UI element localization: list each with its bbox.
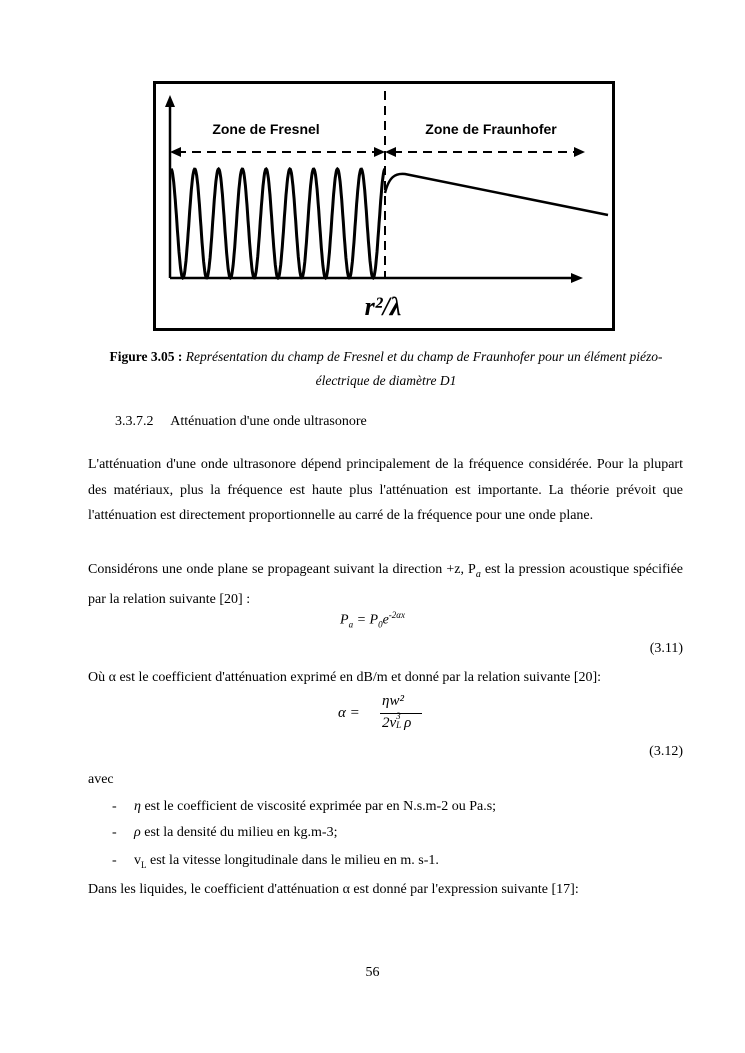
eq2-den-sub: L: [396, 720, 402, 730]
eq2-lhs: α =: [338, 705, 360, 721]
list-item: [112, 825, 337, 841]
section-heading: [115, 414, 367, 430]
list-symbol-sub: L: [141, 859, 147, 870]
caption-text: Représentation du champ de Fresnel et du champ de Fraunhofer pour un élément piézo-électrique de diamètre D1: [185, 349, 663, 388]
figure-graphic: [153, 81, 615, 331]
avec-label: avec: [88, 772, 114, 787]
list-text: est la densité du milieu en kg.m-3;: [140, 825, 338, 840]
eq1-base: e: [382, 612, 389, 628]
eq2-den-sup: 3: [396, 711, 401, 721]
list-symbol: v: [134, 853, 141, 868]
page-number: 56: [365, 965, 380, 980]
paragraph-3: Où α est le coefficient d'atténuation exprimé en dB/m et donné par la relation suivante [20]:: [88, 670, 602, 685]
fresnel-label: Zone de Fresnel: [212, 121, 320, 137]
equation-3-11: [340, 610, 405, 629]
eq2-fraction-bar: [380, 713, 422, 714]
paragraph-2-subscript: a: [475, 568, 481, 580]
fraunhofer-label: Zone de Fraunhofer: [425, 121, 557, 137]
axis-label: r²/λ: [364, 292, 402, 321]
eq2-den-b: ρ: [404, 715, 412, 731]
eq1-mid-sub: 0: [378, 619, 383, 630]
figure-caption: [88, 345, 684, 393]
list-dash: -: [112, 799, 117, 814]
eq2-denominator: [382, 711, 412, 732]
equation-number-3-12: (3.12): [649, 744, 683, 759]
list-dash: -: [112, 853, 117, 868]
section-title: Atténuation d'une onde ultrasonore: [170, 414, 367, 429]
caption-label: Figure 3.05 :: [109, 349, 183, 364]
list-text: est le coefficient de viscosité exprimée par en N.s.m-2 ou Pa.s;: [140, 799, 497, 814]
list-item: [112, 853, 439, 870]
section-number: 3.3.7.2: [115, 414, 154, 429]
eq1-lhs: P: [340, 612, 349, 628]
equation-number-3-11: (3.11): [649, 641, 683, 656]
list-symbol: η: [134, 799, 141, 814]
eq2-numerator: ηw²: [382, 693, 404, 709]
paragraph-2-part-b: est la pression acoustique spécifiée par la relation suivante [20] :: [88, 562, 683, 608]
eq1-mid: = P: [353, 612, 379, 628]
eq1-lhs-sub: a: [348, 619, 354, 630]
list-text: est la vitesse longitudinale dans le milieu en m. s-1.: [146, 853, 439, 868]
fresnel-fraunhofer-figure: [153, 81, 615, 331]
paragraph-1: L'atténuation d'une onde ultrasonore dépend principalement de la fréquence considérée. Pour la plupart des matériaux, plus la fréquence est haute plus l'atténuation est importante. La théorie prévoit que l'atténuation est directement proportionnelle au carré de la fréquence pour une onde plane.: [88, 457, 683, 523]
paragraph-4: Dans les liquides, le coefficient d'atténuation α est donné par l'expression suivante [17]:: [88, 882, 579, 897]
list-item: [112, 799, 496, 815]
list-dash: -: [112, 825, 117, 840]
paragraph-2: [88, 557, 683, 613]
equation-3-12: [338, 693, 422, 737]
paragraph-2-part-a: Considérons une onde plane se propageant suivant la direction +z, P: [88, 562, 476, 577]
eq2-den-a: 2v: [382, 715, 397, 731]
list-symbol: ρ: [134, 825, 141, 840]
eq1-exponent: -2αx: [388, 610, 405, 620]
